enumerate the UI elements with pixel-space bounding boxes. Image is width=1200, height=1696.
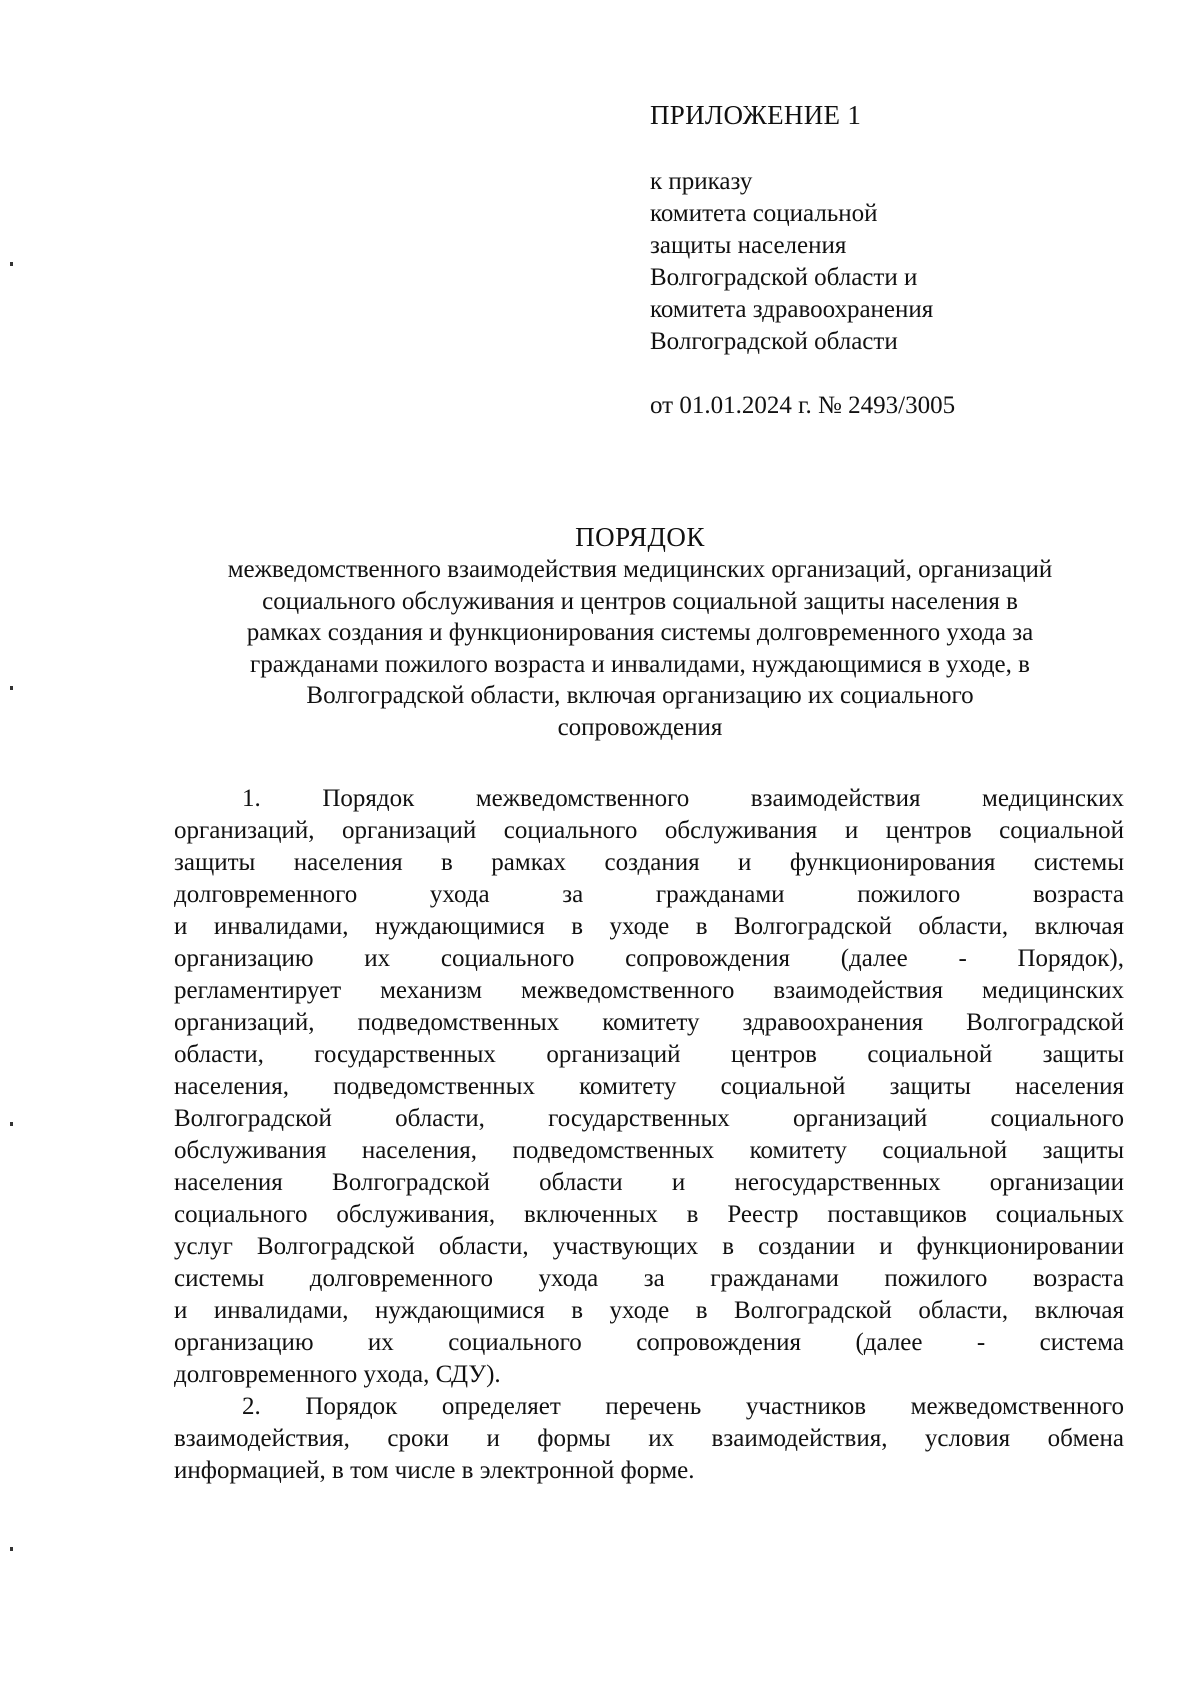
paragraph-line: долговременного ухода, СДУ). bbox=[174, 1361, 501, 1388]
heading-subtitle-line: рамках создания и функционирования системы долговременного ухода за bbox=[246, 619, 1034, 646]
paragraph-line: 1. Порядок межведомственного взаимодействия медицинских bbox=[242, 785, 1124, 812]
document-body bbox=[174, 783, 1124, 1487]
paragraph-line: области, государственных организаций центров социальной защиты bbox=[174, 1041, 1124, 1068]
paragraph-2 bbox=[174, 1391, 1124, 1487]
appendix-line: защиты населения bbox=[650, 232, 847, 259]
appendix-line: комитета социальной bbox=[650, 200, 878, 227]
heading-title: ПОРЯДОК bbox=[575, 522, 705, 552]
paragraph-line: системы долговременного ухода за гражданами пожилого возраста bbox=[174, 1265, 1124, 1292]
paragraph-line: организаций, подведомственных комитету здравоохранения Волгоградской bbox=[174, 1009, 1124, 1036]
paragraph-line: долговременного ухода за гражданами пожилого возраста bbox=[174, 881, 1124, 908]
paragraph-line: организацию их социального сопровождения (далее - система bbox=[174, 1329, 1124, 1356]
scan-speck bbox=[10, 1547, 13, 1551]
paragraph-line: организацию их социального сопровождения (далее - Порядок), bbox=[174, 945, 1124, 972]
paragraph-line: взаимодействия, сроки и формы их взаимодействия, условия обмена bbox=[174, 1425, 1124, 1452]
heading-subtitle-line: Волгоградской области, включая организацию их социального bbox=[306, 682, 974, 709]
paragraph-line: обслуживания населения, подведомственных комитету социальной защиты bbox=[174, 1137, 1124, 1164]
appendix-line: к приказу bbox=[650, 168, 753, 195]
heading-subtitle bbox=[160, 554, 1120, 743]
appendix-line: Волгоградской области и bbox=[650, 264, 918, 291]
paragraph-line: населения, подведомственных комитету социальной защиты населения bbox=[174, 1073, 1124, 1100]
appendix-reference bbox=[650, 166, 1100, 358]
scan-speck bbox=[10, 262, 13, 266]
heading-subtitle-line: сопровождения bbox=[557, 713, 723, 741]
appendix-line: Волгоградской области bbox=[650, 328, 898, 355]
heading-subtitle-line: гражданами пожилого возраста и инвалидами, нуждающимися в уходе, в bbox=[250, 650, 1030, 678]
appendix-block bbox=[650, 98, 1100, 422]
paragraph-1 bbox=[174, 783, 1124, 1391]
order-date-number: от 01.01.2024 г. № 2493/3005 bbox=[650, 392, 956, 419]
paragraph-line: организаций, организаций социального обслуживания и центров социальной bbox=[174, 817, 1124, 844]
paragraph-line: информацией, в том числе в электронной форме. bbox=[174, 1457, 695, 1484]
paragraph-line: 2. Порядок определяет перечень участников межведомственного bbox=[242, 1393, 1124, 1420]
heading-subtitle-line: межведомственного взаимодействия медицинских организаций, организаций bbox=[227, 556, 1053, 583]
paragraph-line: населения Волгоградской области и негосударственных организации bbox=[174, 1169, 1124, 1196]
paragraph-line: Волгоградской области, государственных организаций социального bbox=[174, 1105, 1124, 1132]
scan-speck bbox=[10, 1122, 13, 1126]
paragraph-line: и инвалидами, нуждающимися в уходе в Волгоградской области, включая bbox=[174, 913, 1124, 940]
paragraph-line: защиты населения в рамках создания и функционирования системы bbox=[174, 849, 1124, 876]
document-heading bbox=[160, 520, 1120, 743]
heading-subtitle-line: социального обслуживания и центров социальной защиты населения в bbox=[262, 587, 1018, 615]
scan-speck bbox=[10, 686, 13, 690]
appendix-line: комитета здравоохранения bbox=[650, 296, 934, 323]
paragraph-line: и инвалидами, нуждающимися в уходе в Волгоградской области, включая bbox=[174, 1297, 1124, 1324]
appendix-title: ПРИЛОЖЕНИЕ 1 bbox=[650, 100, 862, 130]
paragraph-line: услуг Волгоградской области, участвующих в создании и функционировании bbox=[174, 1233, 1124, 1260]
paragraph-line: социального обслуживания, включенных в Реестр поставщиков социальных bbox=[174, 1201, 1124, 1228]
paragraph-line: регламентирует механизм межведомственного взаимодействия медицинских bbox=[174, 977, 1124, 1004]
